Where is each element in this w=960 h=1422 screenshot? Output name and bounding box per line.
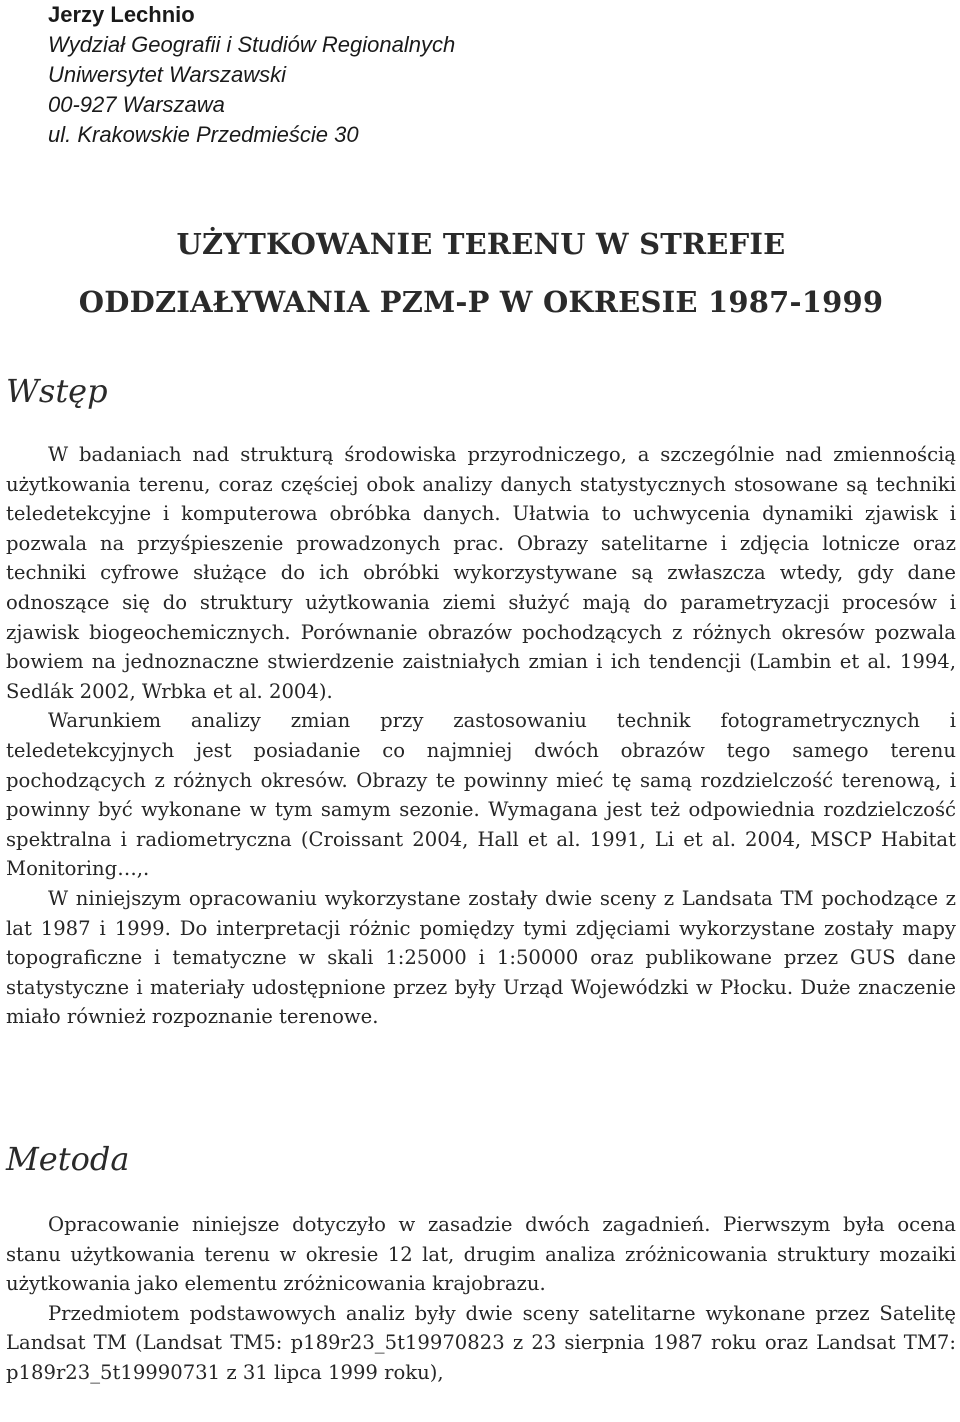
affiliation-department: Wydział Geografii i Studiów Regionalnych [48,32,456,57]
title-line-1: UŻYTKOWANIE TERENU W STREFIE [176,227,786,261]
method-paragraph-2: Przedmiotem podstawowych analiz były dwie sceny satelitarne wykonane przez Satelitę Landsat TM (Landsat TM5: p189r23_5t19970823 z 23 sierpnia 1987 roku oraz Landsat TM7: p189r23_5t19990731 z 31 lipca 1999 roku), [6,1301,956,1384]
method-paragraph-1: Opracowanie niniejsze dotyczyło w zasadzie dwóch zagadnień. Pierwszym była ocena stanu użytkowania terenu w okresie 12 lat, drugim analiza zróżnicowania struktury mozaiki użytkowania jako elementu zróżnicowania krajobrazu. [6,1213,956,1296]
section-heading-intro: Wstęp [6,372,108,410]
author-name: Jerzy Lechnio [48,2,195,27]
affiliation-street: ul. Krakowskie Przedmieście 30 [48,122,359,147]
affiliation-postcode: 00-927 Warszawa [48,92,225,117]
affiliation-university: Uniwersytet Warszawski [48,62,286,87]
section-heading-method: Metoda [6,1140,130,1178]
intro-paragraph-2: Warunkiem analizy zmian przy zastosowaniu technik fotogrametrycznych i teledetekcyjnych jest posiadanie co najmniej dwóch obrazów tego samego terenu pochodzących z różnych okresów. Obrazy te powinny mieć tę samą rozdzielczość terenową, i powinny być wykonane w tym samym sezonie. Wymagana jest też odpowiednia rozdzielczość spektralna i radiometryczna (Croissant 2004, Hall et al. 1991, Li et al. 2004, MSCP Habitat Monitoring…,. [6,709,956,881]
title-line-2: ODDZIAŁYWANIA PZM-P W OKRESIE 1987-1999 [78,285,884,319]
author-block [48,0,455,150]
intro-paragraph-1: W badaniach nad strukturą środowiska przyrodniczego, a szczególnie nad zmiennością użytkowania terenu, coraz częściej obok analizy danych statystycznych stosowane są techniki teledetekcyjne i komputerowa obróbka danych. Ułatwia to uchwycenia dynamiki zjawisk i pozwala na przyśpieszenie prowadzonych prac. Obrazy satelitarne i zdjęcia lotnicze oraz techniki cyfrowe służące do ich obróbki wykorzystywane są zwłaszcza wtedy, gdy dane odnoszące się do struktury użytkowania ziemi służyć mają do parametryzacji procesów i zjawisk biogeochemicznych. Porównanie obrazów pochodzących z różnych okresów pozwala bowiem na jednoznaczne stwierdzenie zaistniałych zmian i ich tendencji (Lambin et al. 1994, Sedlák 2002, Wrbka et al. 2004). [6,443,956,703]
paper-title [6,215,956,331]
method-body [6,1210,956,1388]
intro-paragraph-3: W niniejszym opracowaniu wykorzystane zostały dwie sceny z Landsata TM pochodzące z lat 1987 i 1999. Do interpretacji różnic pomiędzy tymi zdjęciami wykorzystane zostały mapy topograficzne i tematyczne w skali 1:25000 i 1:50000 oraz publikowane przez GUS dane statystyczne i materiały udostępnione przez były Urząd Wojewódzki w Płocku. Duże znaczenie miało również rozpoznanie terenowe. [6,886,956,1029]
intro-body [6,440,956,1032]
